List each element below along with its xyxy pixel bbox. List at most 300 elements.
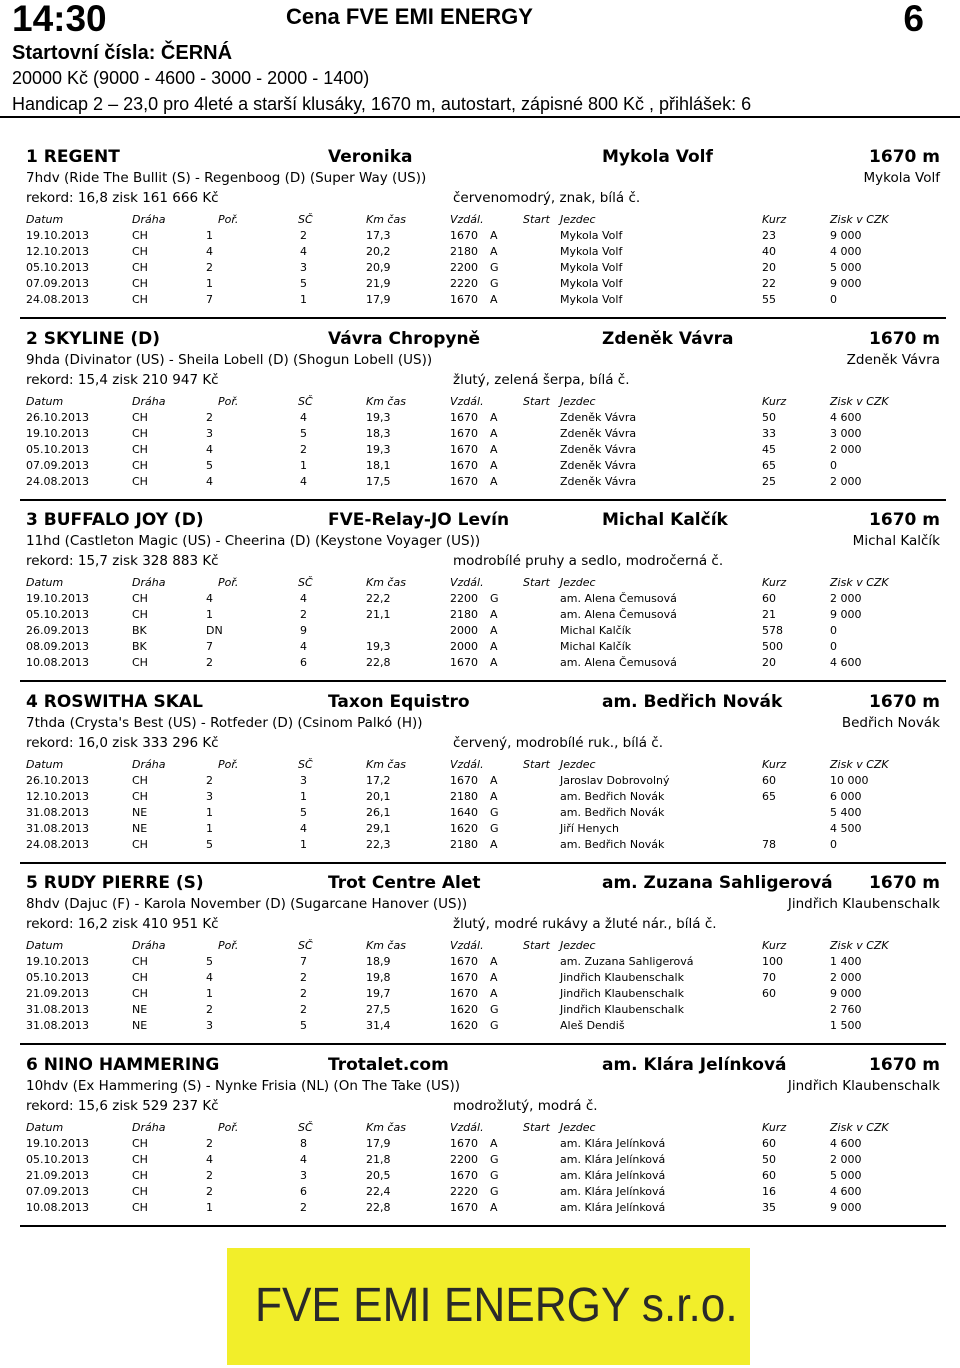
cell-driver: Jindřich Klaubenschalk [560,987,684,1000]
table-header [26,576,940,592]
cell-time: 21,9 [366,277,391,290]
column-header-driver: Jezdec [560,395,596,408]
cell-date: 26.10.2013 [26,411,89,424]
column-header-dist: Vzdál. [450,576,484,589]
cell-start: A [490,955,498,968]
race-distance: 1670 m [869,692,940,712]
cell-start: A [490,624,498,637]
cell-driver: am. Klára Jelínková [560,1185,666,1198]
cell-dist: 2180 [450,245,478,258]
cell-dist: 2000 [450,624,478,637]
horse-pedigree: 11hd (Castleton Magic (US) - Cheerina (D) (Keystone Voyager (US)) [26,533,481,549]
cell-dist: 2220 [450,277,478,290]
cell-sc: 4 [300,592,307,605]
table-row [26,987,940,1003]
horse-driver: Jindřich Klaubenschalk [787,896,940,912]
column-header-time: Km čas [366,758,406,771]
horse-owner: Taxon Equistro [328,692,470,712]
horse-trainer: am. Bedřich Novák [602,692,783,712]
cell-prize: 6 000 [830,790,862,803]
cell-dist: 1670 [450,774,478,787]
horse-entry [20,688,946,864]
table-row [26,822,940,838]
past-races-table [26,213,940,309]
cell-odds: 35 [762,1201,776,1214]
cell-driver: am. Bedřich Novák [560,806,665,819]
cell-driver: am. Klára Jelínková [560,1169,666,1182]
cell-time: 19,8 [366,971,391,984]
cell-place: DN [206,624,223,637]
horse-trainer: Mykola Volf [602,147,713,167]
table-row [26,1019,940,1035]
cell-date: 19.10.2013 [26,427,89,440]
cell-start: G [490,1185,499,1198]
cell-prize: 4 600 [830,411,862,424]
entry-heading [26,692,940,716]
cell-sc: 3 [300,774,307,787]
cell-time: 20,5 [366,1169,391,1182]
cell-odds: 578 [762,624,783,637]
horse-number-name: 1 REGENT [26,147,120,167]
cell-time: 17,9 [366,1137,391,1150]
horse-pedigree: 8hdv (Dajuc (F) - Karola November (D) (Sugarcane Hanover (US)) [26,896,468,912]
cell-date: 24.08.2013 [26,475,89,488]
race-distance: 1670 m [869,329,940,349]
table-row [26,475,940,491]
cell-place: 1 [206,1201,213,1214]
cell-dist: 1670 [450,1169,478,1182]
table-row [26,790,940,806]
cell-odds: 16 [762,1185,776,1198]
cell-time: 20,2 [366,245,391,258]
entry-heading [26,147,940,171]
cell-driver: Zdeněk Vávra [560,443,637,456]
column-header-dist: Vzdál. [450,395,484,408]
column-header-odds: Kurz [762,939,787,952]
cell-place: 7 [206,293,213,306]
cell-driver: am. Klára Jelínková [560,1153,666,1166]
cell-prize: 4 600 [830,1137,862,1150]
cell-track: CH [132,1169,148,1182]
horse-driver: Mykola Volf [863,170,940,186]
cell-dist: 1620 [450,1003,478,1016]
cell-start: G [490,822,499,835]
cell-odds: 60 [762,774,776,787]
cell-dist: 1670 [450,1137,478,1150]
cell-odds: 78 [762,838,776,851]
horse-entry [20,143,946,319]
cell-track: NE [132,806,148,819]
cell-sc: 2 [300,1201,307,1214]
cell-prize: 9 000 [830,1201,862,1214]
horse-number-name: 3 BUFFALO JOY (D) [26,510,204,530]
cell-time: 17,2 [366,774,391,787]
column-header-track: Dráha [132,1121,166,1134]
horse-pedigree: 7thda (Crysta's Best (US) - Rotfeder (D) (Csinom Palkó (H)) [26,715,423,731]
cell-odds: 60 [762,1137,776,1150]
cell-odds: 50 [762,411,776,424]
cell-prize: 0 [830,838,837,851]
cell-start: A [490,443,498,456]
cell-driver: am. Alena Čemusová [560,608,677,621]
cell-date: 31.08.2013 [26,822,89,835]
table-row [26,261,940,277]
cell-driver: am. Alena Čemusová [560,592,677,605]
cell-dist: 1620 [450,822,478,835]
cell-place: 3 [206,427,213,440]
table-header [26,213,940,229]
cell-prize: 5 000 [830,1169,862,1182]
horse-trainer: Michal Kalčík [602,510,728,530]
cell-time: 21,8 [366,1153,391,1166]
cell-sc: 3 [300,261,307,274]
cell-odds: 50 [762,1153,776,1166]
cell-place: 2 [206,656,213,669]
cell-sc: 4 [300,245,307,258]
cell-sc: 2 [300,971,307,984]
column-header-date: Datum [26,213,64,226]
past-races-table [26,395,940,491]
table-row [26,293,940,309]
cell-sc: 9 [300,624,307,637]
cell-odds: 40 [762,245,776,258]
horse-pedigree: 10hdv (Ex Hammering (S) - Nynke Frisia (NL) (On The Take (US)) [26,1078,461,1094]
column-header-time: Km čas [366,939,406,952]
column-header-place: Poř. [218,395,239,408]
cell-place: 1 [206,806,213,819]
cell-start: G [490,277,499,290]
race-distance: 1670 m [869,510,940,530]
cell-place: 3 [206,790,213,803]
cell-sc: 4 [300,822,307,835]
cell-place: 4 [206,245,213,258]
cell-place: 1 [206,822,213,835]
table-row [26,774,940,790]
cell-track: NE [132,822,148,835]
cell-track: CH [132,592,148,605]
cell-driver: Zdeněk Vávra [560,459,637,472]
table-row [26,592,940,608]
cell-dist: 1670 [450,656,478,669]
column-header-time: Km čas [366,395,406,408]
horse-pedigree: 9hda (Divinator (US) - Sheila Lobell (D) (Shogun Lobell (US)) [26,352,433,368]
column-header-track: Dráha [132,395,166,408]
cell-driver: Mykola Volf [560,229,623,242]
cell-track: CH [132,293,148,306]
cell-driver: Aleš Dendiš [560,1019,625,1032]
cell-time: 18,9 [366,955,391,968]
cell-time: 19,3 [366,411,391,424]
cell-prize: 0 [830,293,837,306]
horse-record: rekord: 15,4 zisk 210 947 Kč [26,372,219,388]
cell-place: 1 [206,277,213,290]
cell-dist: 1670 [450,443,478,456]
horse-number-name: 6 NINO HAMMERING [26,1055,220,1075]
cell-driver: Michal Kalčík [560,624,632,637]
cell-odds: 65 [762,459,776,472]
cell-place: 4 [206,443,213,456]
cell-date: 26.10.2013 [26,774,89,787]
horse-entry [20,869,946,1045]
table-row [26,971,940,987]
cell-time: 17,5 [366,475,391,488]
cell-odds: 500 [762,640,783,653]
driver-colors: žlutý, zelená šerpa, bílá č. [453,372,630,388]
cell-date: 05.10.2013 [26,1153,89,1166]
cell-track: CH [132,1137,148,1150]
driver-colors: modrožlutý, modrá č. [453,1098,598,1114]
cell-sc: 4 [300,411,307,424]
horse-entry [20,325,946,501]
cell-dist: 2200 [450,261,478,274]
cell-driver: Jindřich Klaubenschalk [560,1003,684,1016]
column-header-prize: Zisk v CZK [830,1121,889,1134]
horse-record: rekord: 16,2 zisk 410 951 Kč [26,916,219,932]
cell-sc: 6 [300,656,307,669]
column-header-date: Datum [26,939,64,952]
cell-sc: 5 [300,1019,307,1032]
cell-time: 20,1 [366,790,391,803]
cell-start: A [490,1137,498,1150]
column-header-driver: Jezdec [560,213,596,226]
table-row [26,1185,940,1201]
cell-start: A [490,411,498,424]
driver-colors: červenomodrý, znak, bílá č. [453,190,641,206]
cell-track: NE [132,1019,148,1032]
cell-sc: 2 [300,1003,307,1016]
cell-start: G [490,1153,499,1166]
cell-prize: 4 000 [830,245,862,258]
cell-place: 2 [206,1169,213,1182]
cell-track: CH [132,1201,148,1214]
race-number: 6 [903,0,924,39]
cell-track: CH [132,1185,148,1198]
cell-start: A [490,459,498,472]
cell-date: 26.09.2013 [26,624,89,637]
cell-place: 5 [206,459,213,472]
cell-odds: 33 [762,427,776,440]
cell-odds: 20 [762,656,776,669]
cell-driver: Jiří Henych [560,822,619,835]
cell-time: 19,3 [366,443,391,456]
column-header-time: Km čas [366,213,406,226]
cell-track: CH [132,475,148,488]
column-header-time: Km čas [366,1121,406,1134]
table-row [26,955,940,971]
cell-date: 31.08.2013 [26,1003,89,1016]
cell-date: 31.08.2013 [26,806,89,819]
cell-date: 19.10.2013 [26,1137,89,1150]
column-header-date: Datum [26,758,64,771]
cell-place: 3 [206,1019,213,1032]
cell-sc: 7 [300,955,307,968]
cell-date: 21.09.2013 [26,987,89,1000]
cell-start: G [490,806,499,819]
cell-odds: 100 [762,955,783,968]
cell-date: 19.10.2013 [26,592,89,605]
column-header-sc: SČ [298,1121,313,1134]
cell-dist: 1670 [450,955,478,968]
cell-date: 07.09.2013 [26,277,89,290]
column-header-sc: SČ [298,576,313,589]
horse-owner: Trotalet.com [328,1055,449,1075]
table-row [26,1153,940,1169]
cell-place: 2 [206,774,213,787]
table-row [26,1169,940,1185]
column-header-track: Dráha [132,758,166,771]
column-header-start: Start [523,939,550,952]
cell-dist: 1670 [450,971,478,984]
cell-time: 22,8 [366,1201,391,1214]
cell-track: CH [132,608,148,621]
table-header [26,395,940,411]
driver-colors: žlutý, modré rukávy a žluté nár., bílá č. [453,916,717,932]
cell-driver: am. Zuzana Sahligerová [560,955,694,968]
cell-date: 05.10.2013 [26,443,89,456]
cell-place: 7 [206,640,213,653]
column-header-place: Poř. [218,1121,239,1134]
horse-number-name: 4 ROSWITHA SKAL [26,692,203,712]
column-header-sc: SČ [298,213,313,226]
column-header-driver: Jezdec [560,576,596,589]
table-row [26,624,940,640]
cell-sc: 1 [300,293,307,306]
cell-odds: 55 [762,293,776,306]
table-row [26,838,940,854]
cell-time: 18,1 [366,459,391,472]
cell-date: 08.09.2013 [26,640,89,653]
table-row [26,1137,940,1153]
column-header-dist: Vzdál. [450,758,484,771]
horse-number-name: 2 SKYLINE (D) [26,329,161,349]
table-header [26,1121,940,1137]
entry-heading [26,1055,940,1079]
cell-prize: 9 000 [830,229,862,242]
race-distance: 1670 m [869,873,940,893]
cell-date: 10.08.2013 [26,1201,89,1214]
horse-entry [20,506,946,682]
cell-sc: 6 [300,1185,307,1198]
cell-odds: 22 [762,277,776,290]
cell-start: A [490,656,498,669]
cell-time: 26,1 [366,806,391,819]
column-header-place: Poř. [218,939,239,952]
horse-owner: FVE-Relay-JO Levín [328,510,510,530]
horse-record: rekord: 15,6 zisk 529 237 Kč [26,1098,219,1114]
table-row [26,427,940,443]
column-header-prize: Zisk v CZK [830,939,889,952]
cell-start: A [490,427,498,440]
cell-sc: 2 [300,608,307,621]
cell-driver: Zdeněk Vávra [560,427,637,440]
sponsor-banner [227,1248,750,1365]
cell-dist: 2180 [450,608,478,621]
horse-pedigree: 7hdv (Ride The Bullit (S) - Regenboog (D) (Super Way (US)) [26,170,427,186]
cell-prize: 1 500 [830,1019,862,1032]
cell-prize: 0 [830,459,837,472]
cell-start: G [490,1169,499,1182]
cell-start: A [490,987,498,1000]
table-row [26,229,940,245]
cell-dist: 1670 [450,427,478,440]
cell-odds: 20 [762,261,776,274]
horse-owner: Trot Centre Alet [328,873,481,893]
cell-place: 2 [206,1185,213,1198]
column-header-prize: Zisk v CZK [830,758,889,771]
cell-track: CH [132,245,148,258]
table-header [26,939,940,955]
horse-owner: Vávra Chropyně [328,329,481,349]
cell-sc: 4 [300,475,307,488]
cell-time: 22,2 [366,592,391,605]
cell-prize: 9 000 [830,987,862,1000]
cell-dist: 1670 [450,475,478,488]
cell-prize: 2 000 [830,1153,862,1166]
cell-sc: 1 [300,459,307,472]
cell-odds: 21 [762,608,776,621]
past-races-table [26,1121,940,1217]
table-row [26,1003,940,1019]
column-header-dist: Vzdál. [450,939,484,952]
cell-odds: 45 [762,443,776,456]
column-header-place: Poř. [218,213,239,226]
cell-driver: Jindřich Klaubenschalk [560,971,684,984]
table-row [26,656,940,672]
cell-sc: 2 [300,987,307,1000]
cell-sc: 5 [300,427,307,440]
horse-driver: Jindřich Klaubenschalk [787,1078,940,1094]
cell-date: 07.09.2013 [26,459,89,472]
driver-colors: červený, modrobílé ruk., bílá č. [453,735,664,751]
cell-dist: 1670 [450,987,478,1000]
cell-track: CH [132,971,148,984]
cell-date: 19.10.2013 [26,955,89,968]
cell-start: A [490,971,498,984]
cell-sc: 8 [300,1137,307,1150]
race-name: Cena FVE EMI ENERGY [286,4,533,29]
cell-place: 1 [206,608,213,621]
cell-time: 19,3 [366,640,391,653]
cell-driver: Michal Kalčík [560,640,632,653]
cell-odds: 60 [762,592,776,605]
table-row [26,443,940,459]
cell-prize: 9 000 [830,608,862,621]
cell-sc: 4 [300,1153,307,1166]
horse-record: rekord: 16,0 zisk 333 296 Kč [26,735,219,751]
cell-sc: 1 [300,838,307,851]
cell-prize: 9 000 [830,277,862,290]
cell-dist: 2180 [450,838,478,851]
column-header-odds: Kurz [762,1121,787,1134]
cell-time: 29,1 [366,822,391,835]
cell-start: A [490,608,498,621]
cell-date: 24.08.2013 [26,293,89,306]
horse-driver: Bedřich Novák [841,715,940,731]
cell-place: 4 [206,971,213,984]
cell-prize: 2 000 [830,592,862,605]
table-row [26,277,940,293]
table-row [26,411,940,427]
cell-track: CH [132,656,148,669]
column-header-track: Dráha [132,939,166,952]
cell-date: 10.08.2013 [26,656,89,669]
cell-place: 2 [206,1003,213,1016]
horse-owner: Veronika [328,147,413,167]
cell-date: 05.10.2013 [26,261,89,274]
column-header-dist: Vzdál. [450,213,484,226]
cell-date: 12.10.2013 [26,790,89,803]
column-header-place: Poř. [218,576,239,589]
